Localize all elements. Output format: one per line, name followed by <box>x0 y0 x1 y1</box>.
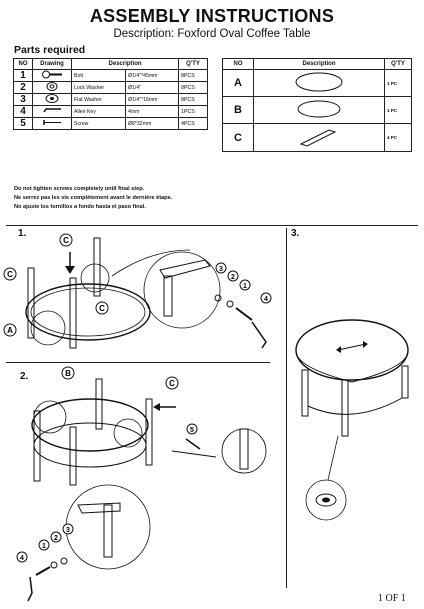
bolt-icon <box>236 308 252 320</box>
svg-text:1: 1 <box>243 283 247 290</box>
bracket-detail <box>160 260 210 278</box>
callout-a <box>4 324 16 336</box>
oval-shelf-icon <box>289 98 349 120</box>
leg <box>302 370 308 416</box>
svg-text:C: C <box>169 379 175 388</box>
item-size: Ø1/4" <box>125 82 178 94</box>
part-letter: B <box>223 97 254 124</box>
bracket-detail <box>78 503 120 513</box>
step-2-label: 2. <box>20 371 29 382</box>
arrow-left-icon <box>153 403 160 411</box>
svg-text:4: 4 <box>264 296 268 303</box>
lock-washer-icon <box>41 82 63 91</box>
part-letter: C <box>223 124 254 152</box>
callout-c <box>60 234 72 246</box>
col-description: Description <box>72 59 179 70</box>
step-2-diagram <box>0 365 285 605</box>
item-qty: 8PCS <box>179 94 208 106</box>
item-size: Ø1/4"*45mm <box>125 70 178 82</box>
tabletop-outline <box>296 320 408 380</box>
item-qty: 8PCS <box>179 82 208 94</box>
svg-text:C: C <box>63 236 69 245</box>
divider <box>286 228 287 588</box>
step-1-diagram <box>0 230 285 362</box>
col-qty: Q'TY <box>385 59 412 70</box>
row-number: 1 <box>14 70 33 82</box>
svg-text:5: 5 <box>190 427 194 434</box>
item-size: Ø8*32mm <box>125 118 178 130</box>
arrow-right-icon <box>363 341 368 348</box>
callout-2 <box>51 532 61 542</box>
flat-washer-icon <box>41 94 63 103</box>
parts-table-header <box>223 59 412 70</box>
svg-text:A: A <box>7 326 13 335</box>
table-row <box>14 94 208 106</box>
table-row <box>14 70 208 82</box>
divider <box>6 362 270 363</box>
page-subtitle: Description: Foxford Oval Coffee Table <box>113 28 311 40</box>
allen-key-icon <box>252 322 266 348</box>
table-row <box>14 106 208 118</box>
col-no: NO <box>223 59 254 70</box>
screw-icon <box>186 439 200 449</box>
callout-4 <box>261 293 271 303</box>
item-size: Ø1/4"*16mm <box>125 94 178 106</box>
col-qty: Q'TY <box>179 59 208 70</box>
flat-washer-icon <box>227 301 233 307</box>
lock-washer-icon <box>61 558 67 564</box>
callout-c <box>96 302 108 314</box>
table-row <box>223 124 412 152</box>
item-name: Bolt <box>72 70 126 82</box>
flat-washer-icon <box>51 562 57 568</box>
leg-right <box>146 399 152 465</box>
table-row <box>223 97 412 124</box>
shelf-outline <box>26 284 150 340</box>
part-letter: A <box>223 70 254 97</box>
leg-back <box>96 379 102 429</box>
leg-front <box>70 427 76 485</box>
lock-washer-icon <box>215 295 221 301</box>
item-qty: 8PCS <box>179 70 208 82</box>
callout-4 <box>17 552 27 562</box>
svg-text:B: B <box>65 369 71 378</box>
warning-fr: Ne serrez pas les vis complètement avant le dernière étape. <box>14 195 173 201</box>
callout-1 <box>240 280 250 290</box>
page-number: 1 OF 1 <box>378 593 406 604</box>
svg-text:3: 3 <box>66 527 70 534</box>
svg-text:C: C <box>7 270 13 279</box>
table-row <box>223 70 412 97</box>
col-no: NO <box>14 59 33 70</box>
part-qty: 1 PC <box>385 97 412 124</box>
step-1-label: 1. <box>18 228 27 239</box>
bolt-icon <box>41 70 63 79</box>
row-number: 2 <box>14 82 33 94</box>
arrow-down-icon <box>65 266 75 274</box>
callout-b <box>62 367 74 379</box>
page-title: ASSEMBLY INSTRUCTIONS <box>89 6 335 26</box>
callout-1 <box>39 540 49 550</box>
row-number: 4 <box>14 106 33 118</box>
leg <box>342 380 348 436</box>
svg-text:2: 2 <box>54 535 58 542</box>
callout-2 <box>228 271 238 281</box>
col-drawing: Drawing <box>33 59 72 70</box>
svg-text:3: 3 <box>219 266 223 273</box>
step-3-label: 3. <box>291 228 300 239</box>
row-number: 3 <box>14 94 33 106</box>
hardware-table-header <box>14 59 208 70</box>
parts-required-label: Parts required <box>14 44 86 56</box>
callout-c <box>4 268 16 280</box>
allen-key-icon <box>41 106 63 115</box>
item-size: 4mm <box>125 106 178 118</box>
leg-back <box>94 238 100 296</box>
svg-text:C: C <box>99 304 105 313</box>
leg <box>402 366 408 398</box>
arrow-left-icon <box>336 346 341 353</box>
allen-key-icon <box>28 577 32 601</box>
oval-tabletop-icon <box>289 71 349 93</box>
col-description: Description <box>254 59 385 70</box>
callout-3 <box>63 524 73 534</box>
leg-icon <box>289 126 349 148</box>
table-row <box>14 82 208 94</box>
item-qty: 1PCS <box>179 106 208 118</box>
shelf-outline <box>32 399 148 451</box>
parts-table <box>222 58 412 152</box>
callout-5 <box>187 424 197 434</box>
item-name: Screw <box>72 118 126 130</box>
row-number: 5 <box>14 118 33 130</box>
divider <box>6 225 418 226</box>
item-name: Flat Washer <box>72 94 126 106</box>
svg-text:4: 4 <box>20 555 24 562</box>
callout-c <box>166 377 178 389</box>
table-row <box>14 118 208 130</box>
callout-3 <box>216 263 226 273</box>
svg-text:2: 2 <box>231 274 235 281</box>
hardware-table <box>13 58 208 130</box>
item-name: Allen Key <box>72 106 126 118</box>
warning-en: Do not tighten screws completely until final step. <box>14 186 145 192</box>
step-3-diagram <box>288 240 422 560</box>
bolt-icon <box>36 567 50 575</box>
screw-icon <box>41 118 63 127</box>
item-name: Lock Washer <box>72 82 126 94</box>
warning-es: No ajuste los tornillos a fondo hasta el paso final. <box>14 204 146 210</box>
svg-text:1: 1 <box>42 543 46 550</box>
part-qty: 4 PC <box>385 124 412 152</box>
item-qty: 4PCS <box>179 118 208 130</box>
part-qty: 1 PC <box>385 70 412 97</box>
